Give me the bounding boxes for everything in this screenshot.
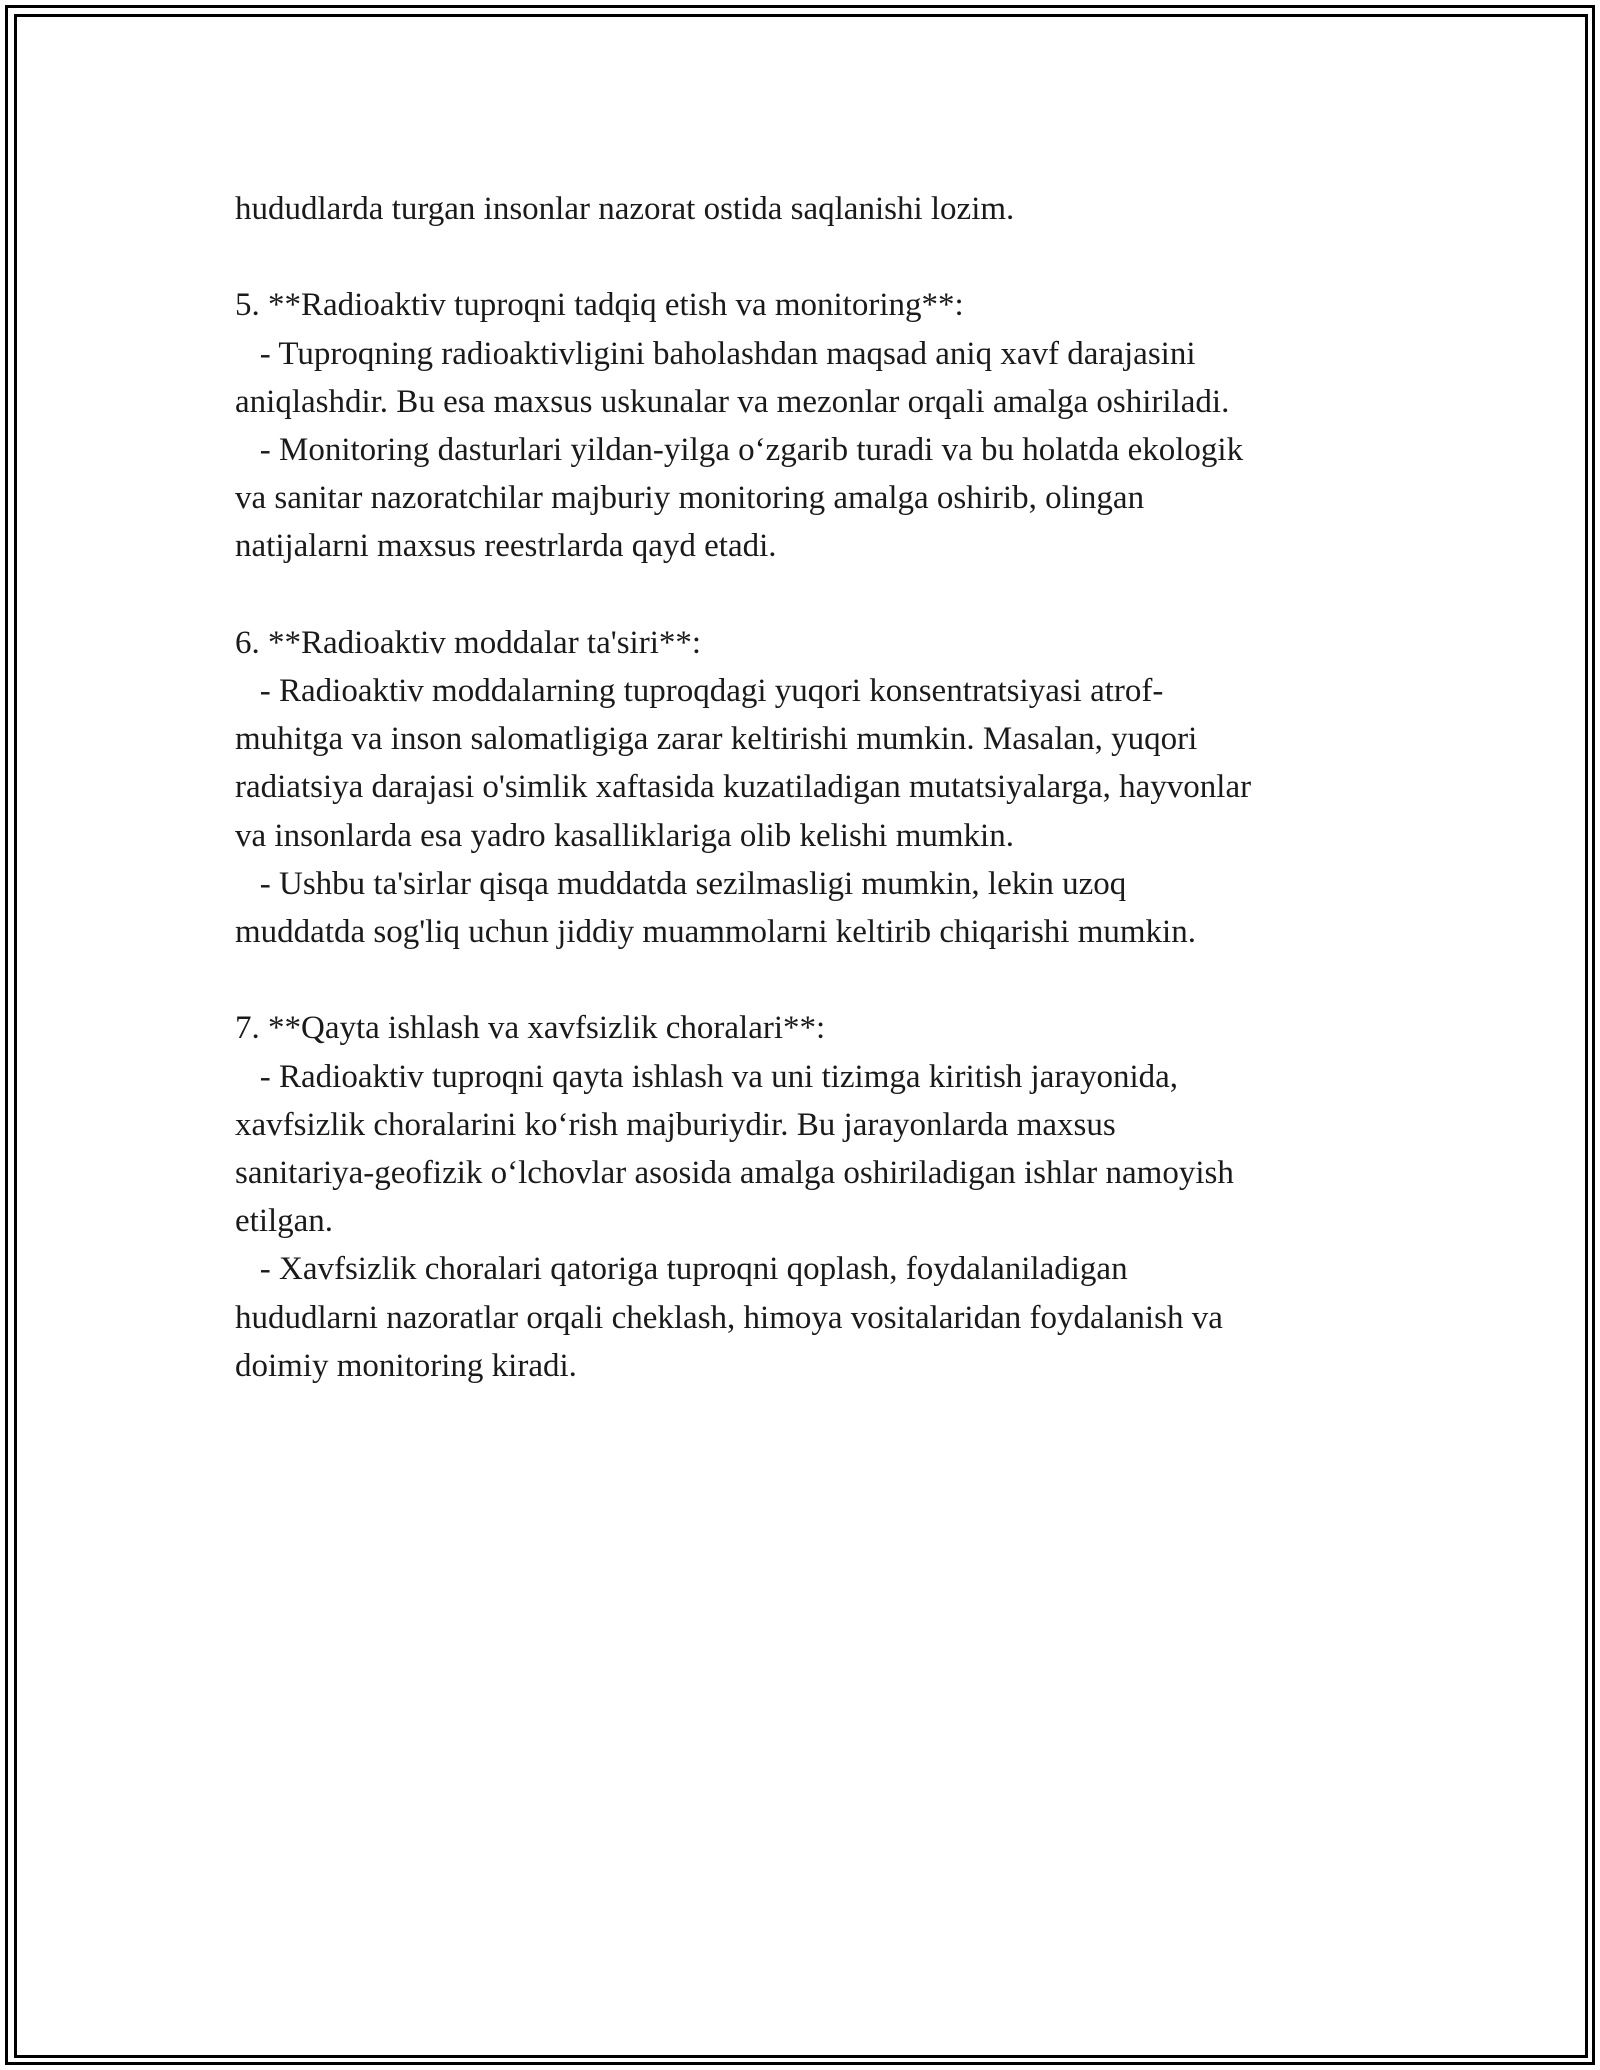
document-body-text: hududlarda turgan insonlar nazorat ostida saqlanishi lozim. 5. **Radioaktiv tuproqni tadqiq etish va monitoring**: - Tuproqning radioaktivligini baholashdan maqsad aniq xavf darajasini aniqlashdir. Bu esa maxsus uskunalar va mezonlar orqali amalga oshiriladi. - Monitoring dasturlari yildan-yilga o‘zgarib turadi va bu holatda ekologik va sanitar nazoratchilar majburiy monitoring amalga oshirib, olingan natijalarni maxsus reestrlarda qayd etadi. 6. **Radioaktiv moddalar ta'siri**: - Radioaktiv moddalarning tuproqdagi yuqori konsentratsiyasi atrof- muhitga va inson salomatligiga zarar keltirishi mumkin. Masalan, yuqori radiatsiya darajasi o'simlik xaftasida kuzatiladigan mutatsiyalarga, hayvonlar va insonlarda esa yadro kasalliklariga olib kelishi mumkin. - Ushbu ta'sirlar qisqa muddatda sezilmasligi mumkin, lekin uzoq muddatda sog'liq uchun jiddiy muammolarni keltirib chiqarishi mumkin. 7. **Qayta ishlash va xavfsizlik choralari**: - Radioaktiv tuproqni qayta ishlash va uni tizimga kiritish jarayonida, xavfsizlik choralarini ko‘rish majburiydir. Bu jarayonlarda maxsus sanitariya-geofizik o‘lchovlar asosida amalga oshiriladigan ishlar namoyish etilgan. - Xavfsizlik choralari qatoriga tuproqni qoplash, foydalaniladigan hududlarni nazoratlar orqali cheklash, himoya vositalaridan foydalanish va doimiy monitoring kiradi. [235, 191, 1252, 1384]
